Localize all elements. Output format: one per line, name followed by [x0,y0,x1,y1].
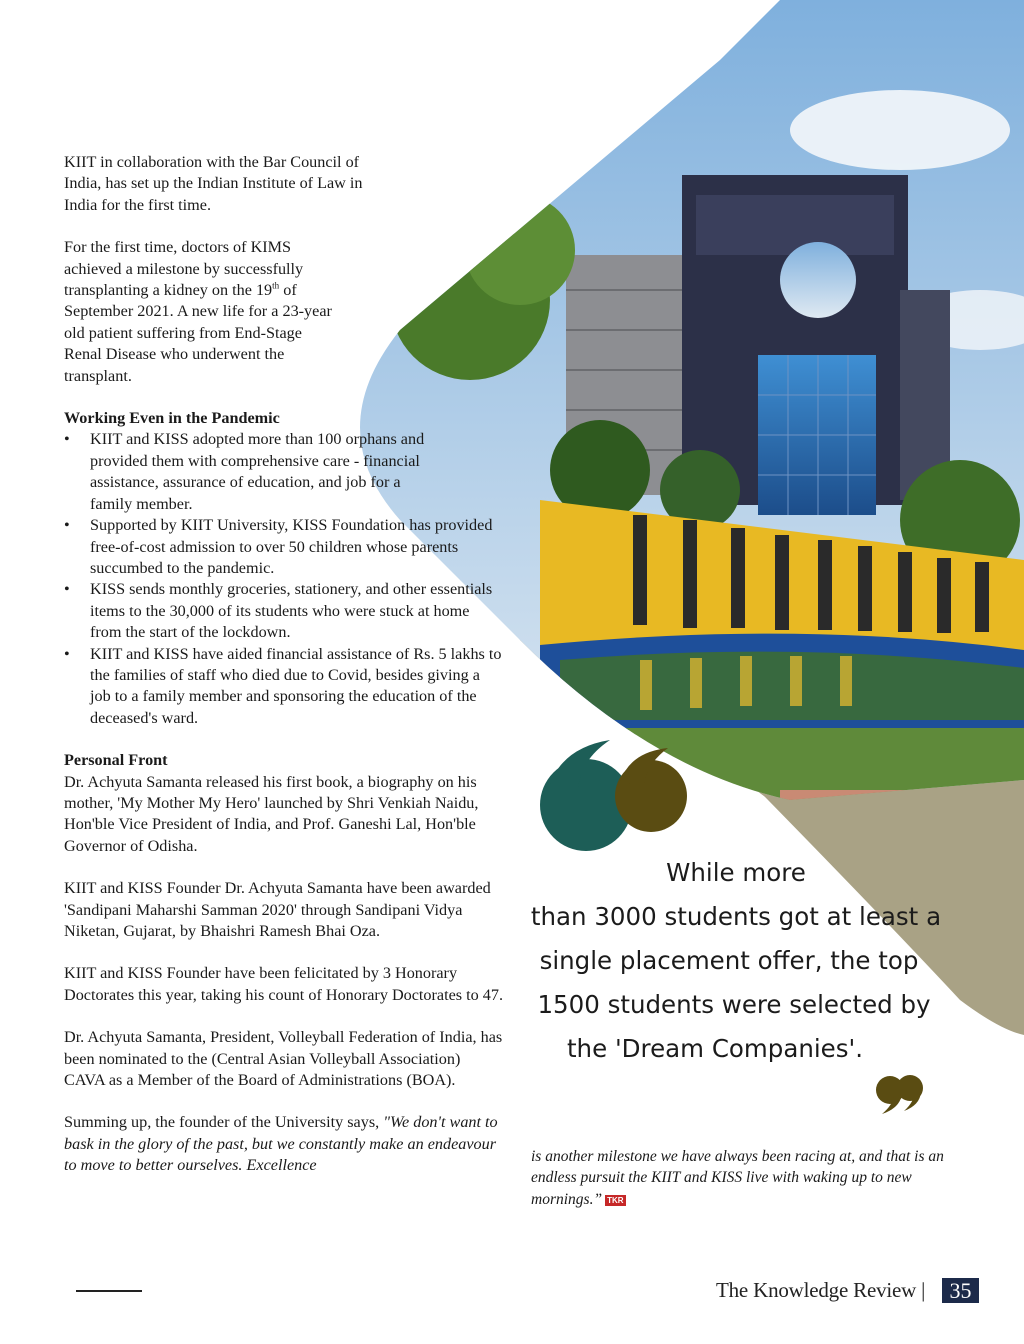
page-number: 35 [942,1278,979,1303]
paragraph-volleyball: Dr. Achyuta Samanta, President, Volleyball Federation of India, has been nominated to the (Central Asian Volleyball Association) CAVA as a Member of the Board of Administrations (BOA). [64,1028,503,1090]
quote-close-icon [876,1075,923,1114]
heading-personal-front: Personal Front [64,751,168,770]
magazine-title: The Knowledge Review | [716,1278,926,1302]
bullet-item: • KIIT and KISS have aided financial assistance of Rs. 5 lakhs to the families of staff who died due to Covid, besides giving a job to a family member and sponsoring the education of the deceased's ward. [64,644,504,730]
pandemic-bullet-list [64,429,504,729]
heading-pandemic: Working Even in the Pandemic [64,409,280,428]
pull-quote-line: 1500 students were selected by [537,990,931,1019]
pull-quote-line: the 'Dream Companies'. [566,1034,864,1063]
paragraph-doctorates: KIIT and KISS Founder have been felicitated by 3 Honorary Doctorates this year, taking his count of Honorary Doctorates to 47. [64,964,503,1004]
paragraph-book: Dr. Achyuta Samanta released his first book, a biography on his mother, 'My Mother My Hero' launched by Shri Venkiah Naidu, Hon'ble Vice President of India, and Prof. Ganeshi Lal, Hon'ble Governor of Odisha. [64,772,479,855]
continuation-text: is another milestone we have always been racing at, and that is an endless pursuit the KIIT and KISS live with waking up to new mornings.” [531,1148,944,1208]
ordinal-suffix: th [272,280,280,291]
paragraph-kims-transplant [64,237,332,387]
pull-quote-line: While more [666,858,806,887]
tkr-logo-badge: TKR [607,1195,624,1205]
summing-plain: Summing up, the founder of the University says, [64,1113,384,1132]
footer-rule [76,1290,142,1292]
paragraph-summing-up [64,1112,504,1176]
left-column [64,152,504,1198]
paragraph-bar-council: KIIT in collaboration with the Bar Council of India, has set up the Indian Institute of Law in India for the first time. [64,153,363,214]
summing-quote: "We don't want to bask in the glory of the past, but we constantly make an endeavour to move to better ourselves. Excellence [64,1113,498,1175]
pull-quote-line: than 3000 students got at least a [530,902,942,931]
bullet-item: • KIIT and KISS adopted more than 100 orphans and provided them with comprehensive care - financial assistance, assurance of education, and job for a family member. [64,429,444,515]
bullet-item: • Supported by KIIT University, KISS Foundation has provided free-of-cost admission to over 50 children whose parents succumbed to the pandemic. [64,515,504,579]
paragraph-award: KIIT and KISS Founder Dr. Achyuta Samanta have been awarded 'Sandipani Maharshi Samman 2020' through Sandipani Vidya Niketan, Gujarat, by Bhaishri Ramesh Bhai Oza. [64,879,491,940]
continuation-paragraph [531,1146,951,1210]
bullet-item: • KISS sends monthly groceries, stationery, and other essentials items to the 30,000 of its students who were stuck at home from the start of the lockdown. [64,579,504,643]
kims-text-end: of September 2021. A new life for a 23-year old patient suffering from End-Stage Renal Disease who underwent the transplant. [64,281,332,385]
pull-quote-line: single placement offer, the top [539,946,919,975]
kims-text-start: For the first time, doctors of KIMS achieved a milestone by successfully transplanting a kidney on the 19 [64,238,304,300]
quote-open-icon [540,740,687,851]
